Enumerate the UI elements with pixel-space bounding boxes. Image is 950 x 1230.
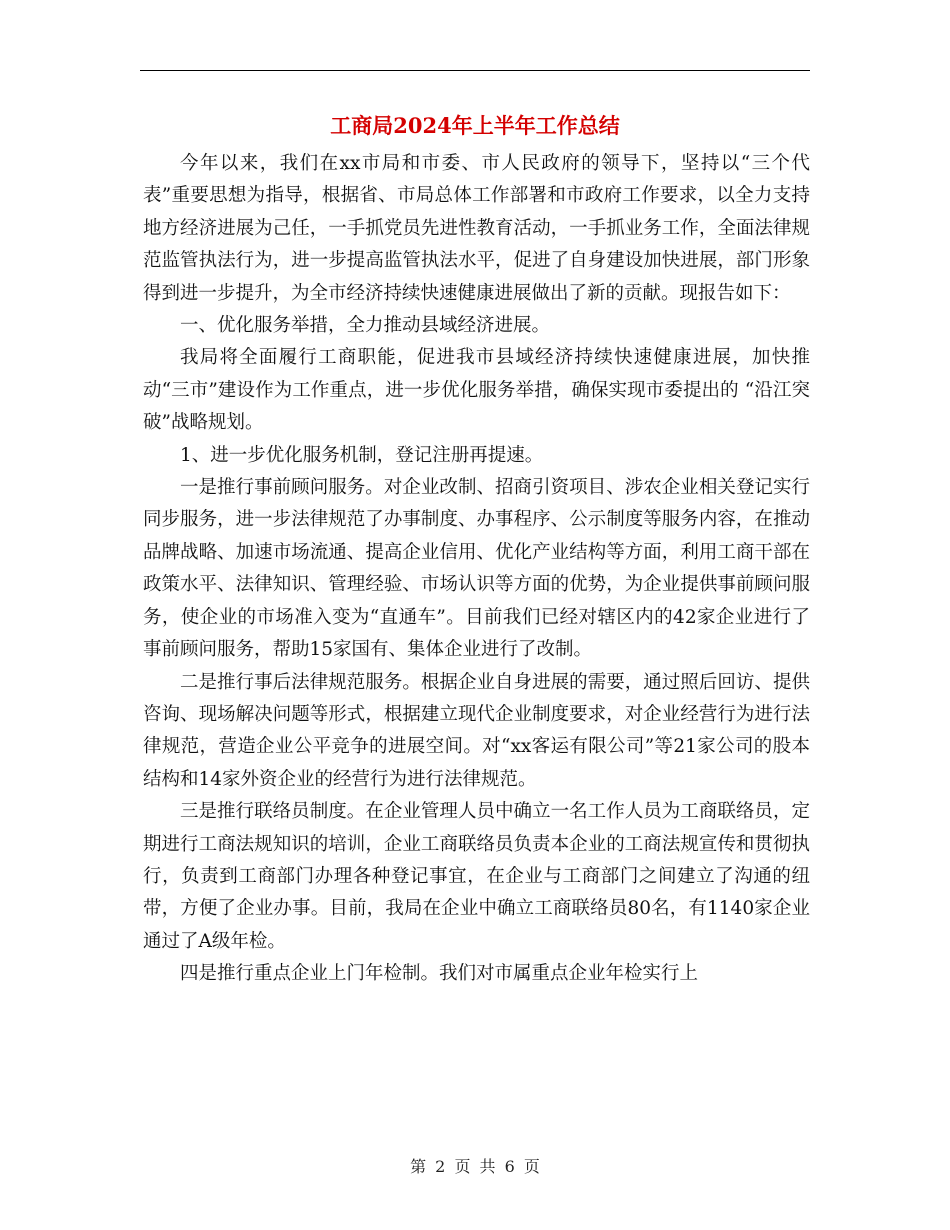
document-title: 工商局2024年上半年工作总结 [330,113,620,138]
paragraph-intro: 今年以来，我们在xx市局和市委、市人民政府的领导下，坚持以“三个代表”重要思想为指导，根据省、市局总体工作部署和市政府工作要求，以全力支持地方经济进展为己任，一手抓党员先进性教育活动，一手抓业务工作，全面法律规范监管执法行为，进一步提高监管执法水平，促进了自身建设加快进展，部门形象得到进一步提升，为全市经济持续快速健康进展做出了新的贡献。现报告如下： [143,153,810,304]
header-rule [140,70,810,71]
page-number-footer: 第 2 页 共 6 页 [410,1157,540,1176]
paragraph: 三是推行联络员制度。在企业管理人员中确立一名工作人员为工商联络员，定期进行工商法规知识的培训，企业工商联络员负责本企业的工商法规宣传和贯彻执行，负责到工商部门办理各种登记事宜，在企业与工商部门之间建立了沟通的纽带，方便了企业办事。目前，我局在企业中确立工商联络员80名，有1140家企业通过了A级年检。 [143,801,810,952]
paragraph: 一是推行事前顾问服务。对企业改制、招商引资项目、涉农企业相关登记实行同步服务，进一步法律规范了办事制度、办事程序、公示制度等服务内容，在推动品牌战略、加速市场流通、提高企业信用、优化产业结构等方面，利用工商干部在政策水平、法律知识、管理经验、市场认识等方面的优势，为企业提供事前顾问服务，使企业的市场准入变为“直通车”。目前我们已经对辖区内的42家企业进行了事前顾问服务，帮助15家国有、集体企业进行了改制。 [143,477,810,661]
paragraph: 我局将全面履行工商职能，促进我市县域经济持续快速健康进展，加快推动“三市”建设作为工作重点，进一步优化服务举措，确保实现市委提出的 “沿江突破”战略规划。 [143,347,810,434]
section-heading-1: 一、优化服务举措，全力推动县域经济进展。 [180,315,551,337]
document-body [143,148,810,991]
paragraph: 二是推行事后法律规范服务。根据企业自身进展的需要，通过照后回访、提供咨询、现场解决问题等形式，根据建立现代企业制度要求，对企业经营行为进行法律规范，营造企业公平竞争的进展空间。对“xx客运有限公司”等21家公司的股本结构和14家外资企业的经营行为进行法律规范。 [143,671,810,790]
paragraph: 四是推行重点企业上门年检制。我们对市属重点企业年检实行上 [180,963,699,985]
subsection-heading-1: 1、进一步优化服务机制，登记注册再提速。 [180,444,544,466]
